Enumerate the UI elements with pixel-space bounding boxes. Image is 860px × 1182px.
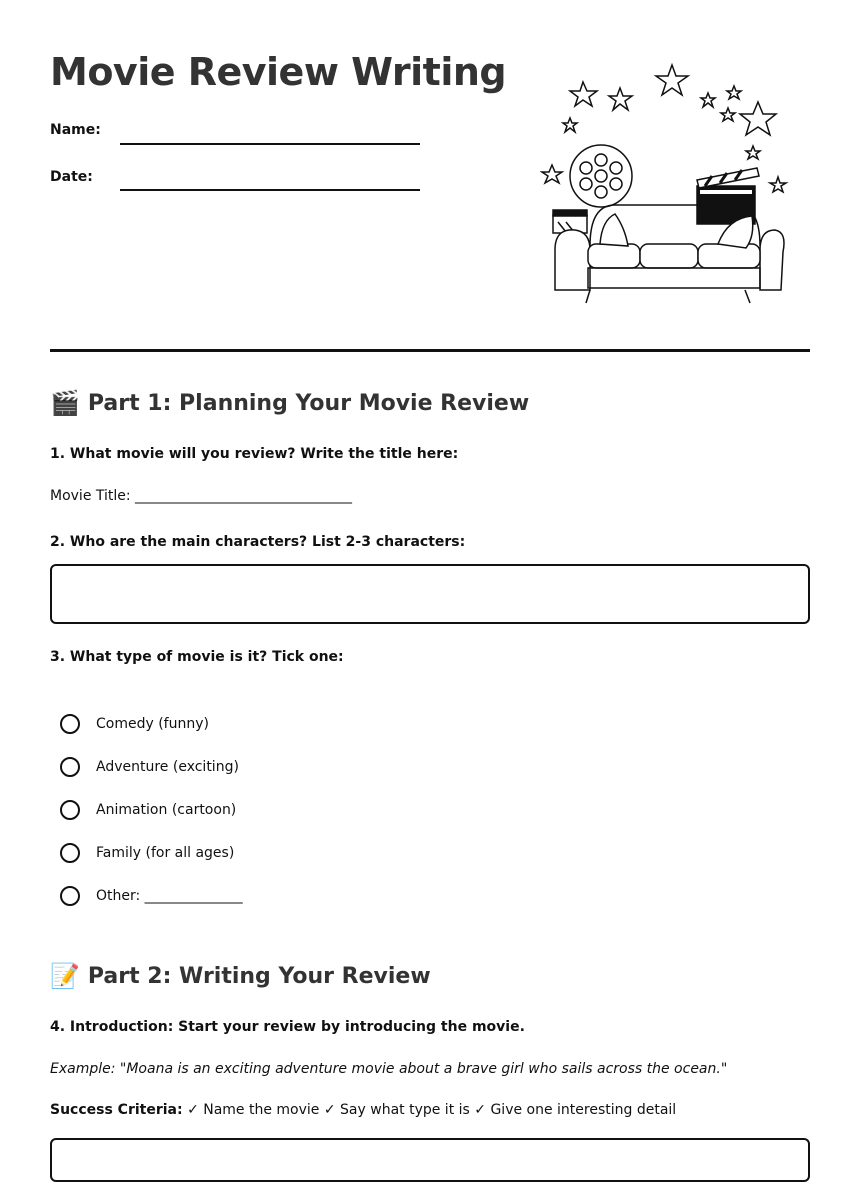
date-field[interactable] [120, 189, 420, 191]
movie-title-field[interactable]: Movie Title: _______________________________ [50, 488, 353, 504]
option-comedy[interactable] [60, 714, 209, 734]
example-text: Example: "Moana is an exciting adventure movie about a brave girl who sails across the ocean." [50, 1061, 728, 1077]
success-criteria [50, 1102, 676, 1118]
criteria-label: Success Criteria: [50, 1102, 183, 1118]
radio-circle-icon[interactable] [60, 714, 80, 734]
option-label: Other: ______________ [96, 888, 243, 904]
radio-circle-icon[interactable] [60, 843, 80, 863]
name-label: Name: [50, 122, 101, 138]
part1-heading [50, 389, 529, 417]
date-label: Date: [50, 169, 93, 185]
criteria-text: ✓ Name the movie ✓ Say what type it is ✓ Give one interesting detail [187, 1102, 677, 1118]
couch-icon [555, 205, 784, 303]
radio-circle-icon[interactable] [60, 886, 80, 906]
part2-heading [50, 962, 431, 990]
question-2: 2. Who are the main characters? List 2-3 characters: [50, 534, 466, 550]
option-label: Comedy (funny) [96, 716, 209, 732]
option-adventure[interactable] [60, 757, 239, 777]
memo-emoji-icon: 📝 [50, 962, 80, 990]
question-1: 1. What movie will you review? Write the title here: [50, 446, 459, 462]
question-4: 4. Introduction: Start your review by introducing the movie. [50, 1019, 525, 1035]
characters-answer-box[interactable] [50, 564, 810, 624]
option-animation[interactable] [60, 800, 236, 820]
option-family[interactable] [60, 843, 234, 863]
option-label: Family (for all ages) [96, 845, 235, 861]
option-label: Adventure (exciting) [96, 759, 239, 775]
name-field[interactable] [120, 143, 420, 145]
part2-title: Part 2: Writing Your Review [87, 963, 431, 989]
question-3: 3. What type of movie is it? Tick one: [50, 649, 344, 665]
introduction-answer-box[interactable] [50, 1138, 810, 1182]
page-title: Movie Review Writing [50, 50, 507, 94]
radio-circle-icon[interactable] [60, 757, 80, 777]
movie-couch-illustration [540, 60, 790, 310]
part1-title: Part 1: Planning Your Movie Review [87, 390, 530, 416]
option-other[interactable] [60, 886, 243, 906]
option-label: Animation (cartoon) [96, 802, 237, 818]
film-reel-icon [570, 145, 632, 207]
clapperboard-emoji-icon: 🎬 [50, 389, 80, 417]
radio-circle-icon[interactable] [60, 800, 80, 820]
section-divider [50, 349, 810, 352]
